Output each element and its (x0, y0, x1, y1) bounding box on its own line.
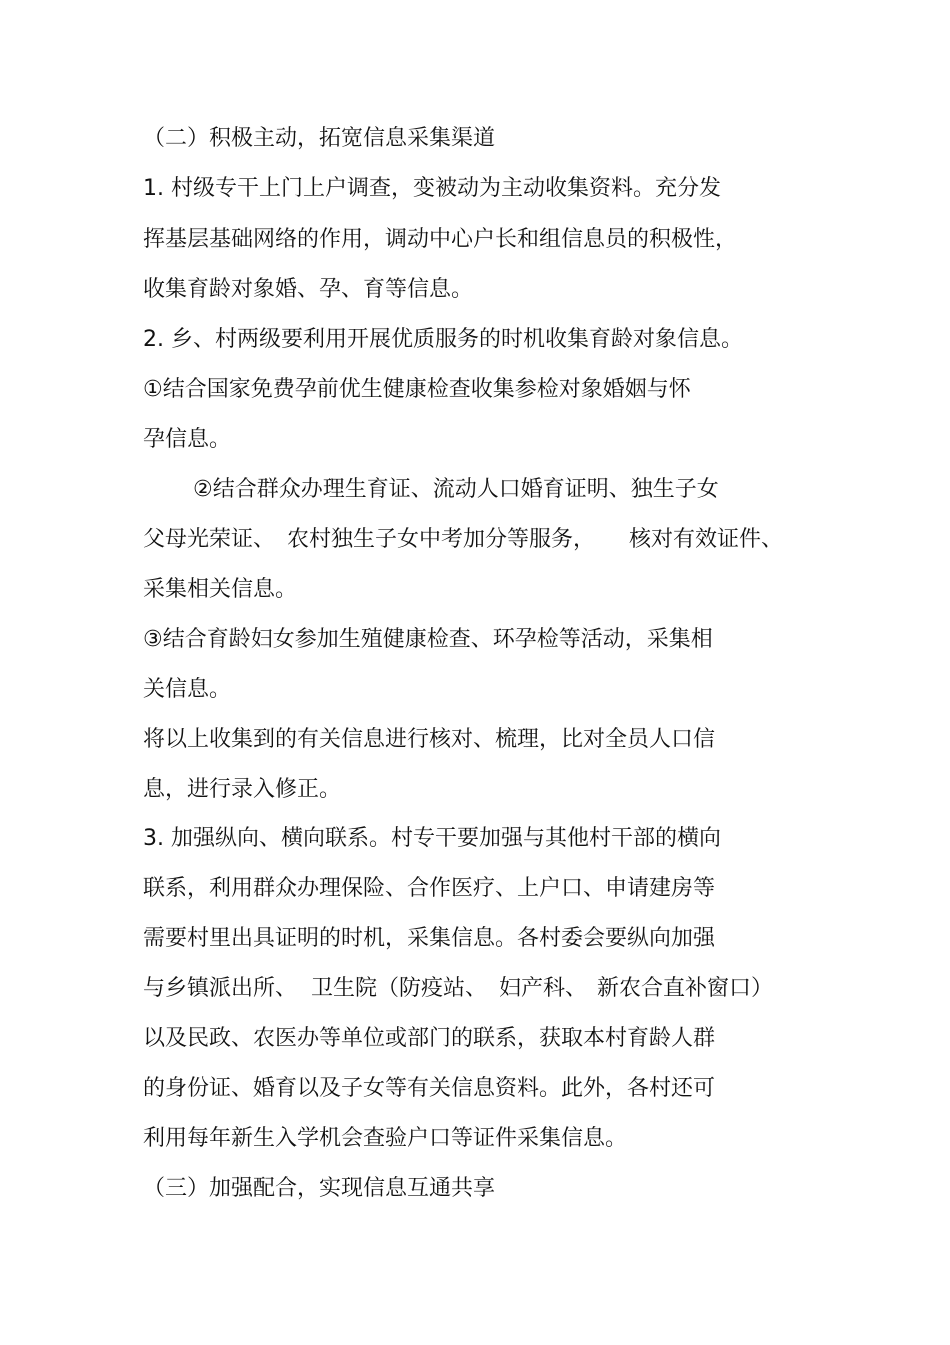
item-1-line-3: 收集育龄对象婚、孕、育等信息。 (143, 277, 474, 302)
item-2-sub-3-line-1: ③结合育龄妇女参加生殖健康检查、环孕检等活动，采集相 (143, 627, 713, 652)
item-2-sub-2-line-1: ②结合群众办理生育证、流动人口婚育证明、独生子女 (193, 477, 719, 502)
item-3-line-6: 的身份证、婚育以及子女等有关信息资料。此外，各村还可 (143, 1076, 716, 1101)
item-2-summary-line-1: 将以上收集到的有关信息进行核对、梳理，比对全员人口信 (143, 727, 716, 752)
item-3-line-3: 需要村里出具证明的时机，采集信息。各村委会要纵向加强 (143, 926, 716, 951)
item-3-line-4-part-b: 卫生院（防疫站、 (311, 976, 488, 1001)
item-2-sub-2-line-2-part-a: 父母光荣证、 (143, 527, 276, 552)
item-2-sub-1-line-1: ①结合国家免费孕前优生健康检查收集参检对象婚姻与怀 (143, 377, 691, 402)
section-heading-2: （二）积极主动，拓宽信息采集渠道 (143, 126, 496, 151)
item-2-sub-3-line-2: 关信息。 (143, 677, 232, 702)
item-3-line-7: 利用每年新生入学机会查验户口等证件采集信息。 (143, 1126, 628, 1151)
item-3-line-5: 以及民政、农医办等单位或部门的联系，获取本村育龄人群 (143, 1026, 716, 1051)
section-heading-3: （三）加强配合，实现信息互通共享 (143, 1176, 496, 1201)
item-3-line-4 (143, 976, 773, 1002)
item-2-sub-2-line-2-part-b: 农村独生子女中考加分等服务， (287, 527, 596, 552)
item-2-sub-1-line-2: 孕信息。 (143, 427, 232, 452)
item-2-summary-line-2: 息，进行录入修正。 (143, 777, 342, 802)
item-3-line-1: 3. 加强纵向、横向联系。村专干要加强与其他村干部的横向 (143, 826, 721, 851)
item-1-line-2: 挥基层基础网络的作用，调动中心户长和组信息员的积极性， (143, 227, 738, 252)
item-1-line-1: 1. 村级专干上门上户调查，变被动为主动收集资料。充分发 (143, 176, 721, 201)
item-2-sub-2-line-3: 采集相关信息。 (143, 577, 298, 602)
item-3-line-4-part-c: 妇产科、 (499, 976, 588, 1001)
item-3-line-2: 联系，利用群众办理保险、合作医疗、上户口、申请建房等 (143, 876, 716, 901)
item-3-line-4-part-a: 与乡镇派出所、 (143, 976, 298, 1001)
item-2-sub-2-line-2-part-c: 核对有效证件、 (629, 527, 784, 552)
item-3-line-4-part-d: 新农合直补窗口） (597, 976, 774, 1001)
item-2-line-1: 2. 乡、村两级要利用开展优质服务的时机收集育龄对象信息。 (143, 327, 743, 352)
item-2-sub-2-line-2 (143, 527, 783, 553)
